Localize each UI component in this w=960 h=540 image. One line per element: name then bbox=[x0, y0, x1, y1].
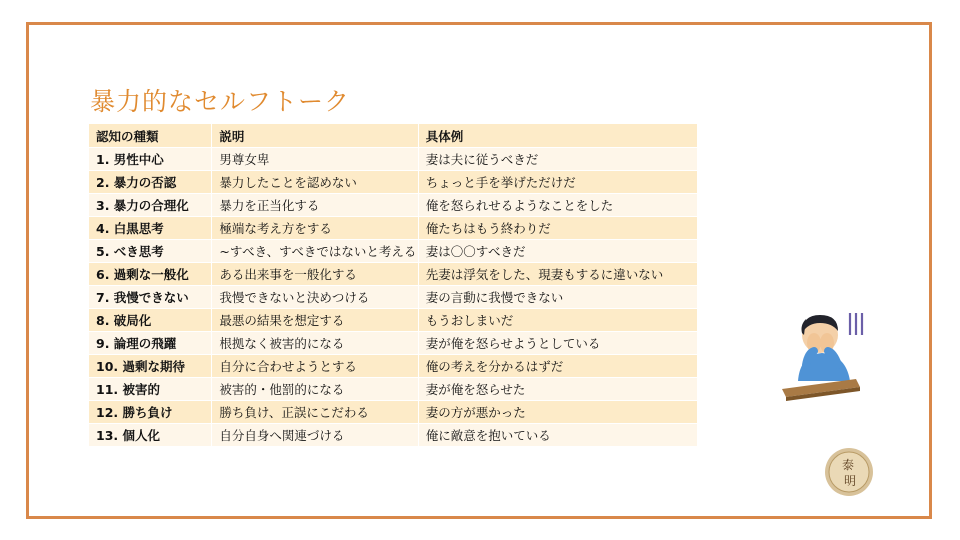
cell-cognition-type: 10. 過剰な期待 bbox=[89, 355, 212, 378]
cell-cognition-type: 7. 我慢できない bbox=[89, 286, 212, 309]
slide-title: 暴力的なセルフトーク bbox=[90, 87, 351, 116]
logo-seal bbox=[824, 447, 874, 497]
cell-explanation: ~すべき、すべきではないと考える bbox=[212, 240, 418, 263]
cell-example: 妻は〇〇すべきだ bbox=[418, 240, 697, 263]
cell-cognition-type: 11. 被害的 bbox=[89, 378, 212, 401]
table-row bbox=[89, 148, 698, 171]
table-row bbox=[89, 355, 698, 378]
table-row bbox=[89, 309, 698, 332]
gloom-lines-icon bbox=[850, 313, 862, 335]
table-header-row bbox=[89, 124, 698, 148]
table-row bbox=[89, 401, 698, 424]
cell-explanation: 我慢できないと決めつける bbox=[212, 286, 418, 309]
cell-cognition-type: 1. 男性中心 bbox=[89, 148, 212, 171]
cell-cognition-type: 4. 白黒思考 bbox=[89, 217, 212, 240]
cell-cognition-type: 2. 暴力の否認 bbox=[89, 171, 212, 194]
header-explanation: 説明 bbox=[212, 124, 418, 148]
cell-explanation: 自分に合わせようとする bbox=[212, 355, 418, 378]
table-row bbox=[89, 263, 698, 286]
cell-explanation: 最悪の結果を想定する bbox=[212, 309, 418, 332]
cell-example: 妻が俺を怒らせた bbox=[418, 378, 697, 401]
cell-example: 俺に敵意を抱いている bbox=[418, 424, 697, 447]
cell-explanation: 根拠なく被害的になる bbox=[212, 332, 418, 355]
table-row bbox=[89, 217, 698, 240]
cell-explanation: 勝ち負け、正誤にこだわる bbox=[212, 401, 418, 424]
cell-example: 妻は夫に従うべきだ bbox=[418, 148, 697, 171]
cell-cognition-type: 3. 暴力の合理化 bbox=[89, 194, 212, 217]
cell-cognition-type: 5. べき思考 bbox=[89, 240, 212, 263]
table-row bbox=[89, 240, 698, 263]
cell-explanation: 暴力を正当化する bbox=[212, 194, 418, 217]
table-row bbox=[89, 286, 698, 309]
cell-cognition-type: 12. 勝ち負け bbox=[89, 401, 212, 424]
header-cognition-type: 認知の種類 bbox=[89, 124, 212, 148]
cell-example: ちょっと手を挙げただけだ bbox=[418, 171, 697, 194]
cell-explanation: ある出来事を一般化する bbox=[212, 263, 418, 286]
cell-cognition-type: 6. 過剰な一般化 bbox=[89, 263, 212, 286]
table-row bbox=[89, 378, 698, 401]
seal-char-1: 泰 bbox=[842, 458, 855, 472]
table-row bbox=[89, 424, 698, 447]
table-row bbox=[89, 194, 698, 217]
cell-example: 妻の方が悪かった bbox=[418, 401, 697, 424]
cell-example: 妻が俺を怒らせようとしている bbox=[418, 332, 697, 355]
cell-explanation: 男尊女卑 bbox=[212, 148, 418, 171]
cell-example: もうおしまいだ bbox=[418, 309, 697, 332]
cell-cognition-type: 13. 個人化 bbox=[89, 424, 212, 447]
distressed-person-illustration bbox=[776, 305, 866, 405]
cell-explanation: 被害的・他罰的になる bbox=[212, 378, 418, 401]
cell-explanation: 暴力したことを認めない bbox=[212, 171, 418, 194]
seal-char-2: 明 bbox=[844, 474, 857, 488]
cognition-table bbox=[88, 123, 698, 447]
cell-cognition-type: 9. 論理の飛躍 bbox=[89, 332, 212, 355]
cell-explanation: 自分自身へ関連づける bbox=[212, 424, 418, 447]
cell-example: 先妻は浮気をした、現妻もするに違いない bbox=[418, 263, 697, 286]
table-row bbox=[89, 171, 698, 194]
cell-example: 俺の考えを分かるはずだ bbox=[418, 355, 697, 378]
cell-example: 妻の言動に我慢できない bbox=[418, 286, 697, 309]
cell-example: 俺たちはもう終わりだ bbox=[418, 217, 697, 240]
cell-explanation: 極端な考え方をする bbox=[212, 217, 418, 240]
cell-cognition-type: 8. 破局化 bbox=[89, 309, 212, 332]
header-example: 具体例 bbox=[418, 124, 697, 148]
cell-example: 俺を怒られせるようなことをした bbox=[418, 194, 697, 217]
table-row bbox=[89, 332, 698, 355]
